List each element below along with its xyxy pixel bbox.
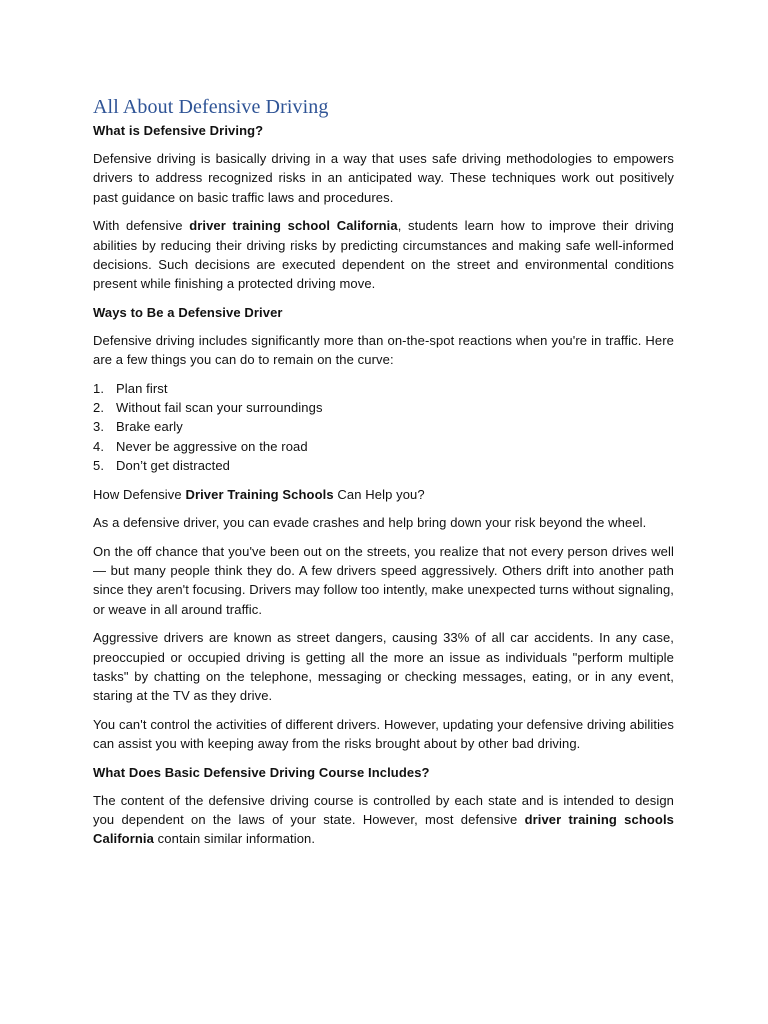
list-number: 5. [93, 458, 105, 474]
list-number: 3. [93, 419, 105, 435]
list-item [93, 398, 674, 417]
document-title: All About Defensive Driving [93, 96, 329, 118]
paragraph-how-1: As a defensive driver, you can evade crashes and help bring down your risk beyond the wheel. [93, 515, 647, 531]
list-item [93, 456, 674, 475]
list-item [93, 417, 674, 436]
heading-what-is: What is Defensive Driving? [93, 123, 264, 138]
text-run: contain similar information. [153, 831, 316, 847]
list-item [93, 379, 674, 398]
list-number: 2. [93, 400, 105, 416]
list-item [93, 437, 674, 456]
heading-ways: Ways to Be a Defensive Driver [93, 304, 283, 320]
paragraph-ways-intro: Defensive driving includes significantly more than on-the-spot reactions when you're in traffic. Here are a few things you can do to remain on the curve: [93, 332, 674, 368]
heading-course: What Does Basic Defensive Driving Course Includes? [93, 764, 430, 780]
bold-keyword: driver training school California [189, 218, 398, 234]
list-text: Brake early [116, 419, 183, 435]
list-text: Plan first [116, 380, 168, 396]
bold-keyword: Driver Training Schools [185, 486, 334, 502]
bold-keyword: driver training schools California [93, 811, 674, 847]
list-text: Without fail scan your surroundings [116, 400, 323, 416]
list-text: Don’t get distracted [116, 458, 231, 474]
text-run: The content of the defensive driving course is controlled by each state and is intended to design you dependent on the laws of your state. However, most defensive [93, 792, 674, 827]
text-run: Can Help you? [333, 486, 425, 502]
text-run: , students learn how to improve their driving abilities by reducing their driving risks by predicting circumstances and making safe well-informed decisions. Such decisions are executed dependent on the street and environmental conditions present while finishing a protected driving move. [93, 218, 674, 292]
paragraph-how-2: On the off chance that you've been out on the streets, you realize that not every person drives well — but many people think they do. A few drivers speed aggressively. Others drift into another path since they aren't focusing. Drivers may follow too intently, make unexpected turns without signaling, or weave in all around traffic. [93, 543, 675, 617]
tips-list [93, 379, 674, 476]
paragraph-how-3: Aggressive drivers are known as street dangers, causing 33% of all car accidents. In any case, preoccupied or occupied driving is getting all the more an issue as individuals "perform multiple tasks" by chatting on the telephone, messaging or checking messages, eating, or in any event, staring at the TV as they drive. [93, 630, 674, 704]
list-number: 1. [93, 380, 105, 396]
paragraph-how-4: You can't control the activities of different drivers. However, updating your defensive driving abilities can assist you with keeping away from the risks brought about by other bad driving. [93, 716, 674, 752]
paragraph-course-1 [93, 791, 674, 849]
heading-how [93, 485, 674, 504]
list-text: Never be aggressive on the road [116, 438, 308, 454]
paragraph-what-is-2 [93, 216, 674, 294]
list-number: 4. [93, 438, 105, 454]
paragraph-what-is-1: Defensive driving is basically driving in a way that uses safe driving methodologies to empowers drivers to address recognized risks in an anticipated way. These techniques work out positively past guidance on basic traffic laws and procedures. [93, 151, 674, 205]
document-page [93, 96, 674, 858]
text-run: How Defensive [93, 486, 186, 502]
text-run: With defensive [93, 218, 190, 234]
